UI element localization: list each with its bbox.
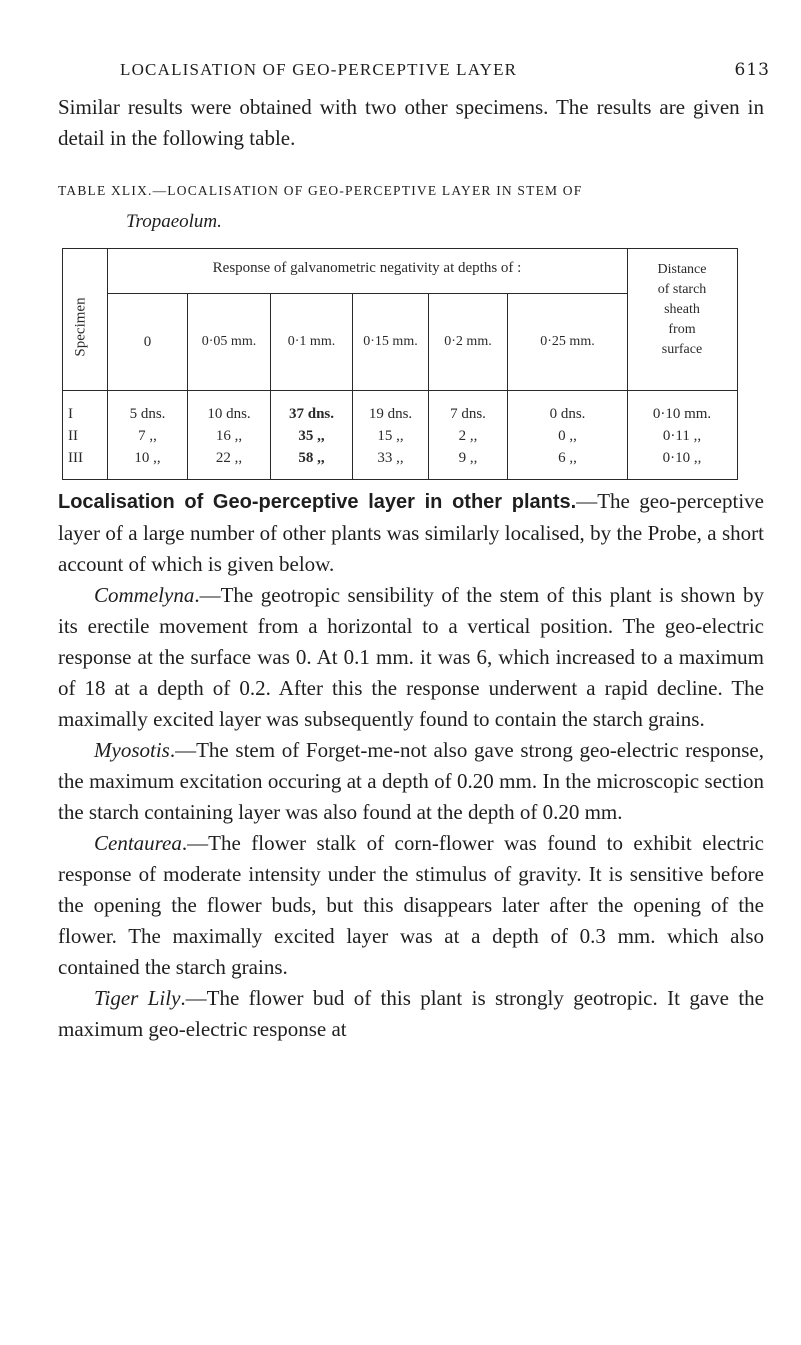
- distance-header-line: Distance: [657, 262, 707, 277]
- value-cell: 16 ,,: [215, 428, 243, 444]
- value-cell: 37 dns.: [288, 406, 335, 422]
- value-cell: 5 dns.: [129, 406, 166, 422]
- centaurea-paragraph: Centaurea.—The flower stalk of corn-flower was found to exhibit electric response of moderate intensity under the stimulus of gravity. It is sensitive before the opening the flower buds, but this disappears later after the opening of the flower. The maximally excited layer was at a depth of 0.3 mm. which also contained the starch grains.: [58, 831, 764, 979]
- value-cell: 10 dns.: [207, 406, 251, 422]
- intro-paragraph: Similar results were obtained with two other specimens. The results are given in detail in the following table.: [58, 95, 764, 150]
- value-cell: 7 dns.: [450, 406, 486, 422]
- table-col-rule: [107, 248, 108, 480]
- paragraph-text: The stem of Forget-me-not also gave strong geo-electric response, the maximum excitation occuring at a depth of 0.20 mm. In the microscopic section the starch containing layer was also found at the depth of 0.20 mm.: [58, 738, 764, 824]
- section-heading-text: The geo-perceptive layer of a large number of other plants was similarly localised, by the Probe, a short account of which is given below.: [58, 489, 764, 576]
- running-head: [120, 60, 770, 86]
- plant-name: Centaurea: [94, 831, 182, 855]
- value-cell: 10 ,,: [134, 450, 161, 466]
- tiger-lily-paragraph: Tiger Lily.—The flower bud of this plant is strongly geotropic. It gave the maximum geo-electric response at: [58, 986, 764, 1041]
- value-cell: 15 ,,: [377, 428, 404, 444]
- table-left-rule: [62, 248, 63, 480]
- data-table: [62, 248, 738, 480]
- group-header: Response of galvanometric negativity at depths of :: [212, 260, 522, 276]
- table-bottom-rule: [62, 479, 738, 480]
- distance-header-line: sheath: [664, 302, 700, 317]
- table-header-rule: [62, 390, 738, 391]
- plant-name: Myosotis: [94, 738, 170, 762]
- value-cell: 7 ,,: [138, 428, 157, 444]
- depth-header: 0·15 mm.: [363, 334, 418, 349]
- table-group-rule: [107, 293, 627, 294]
- plant-name: Tiger Lily: [94, 986, 181, 1010]
- paragraph-text: The geotropic sensibility of the stem of this plant is shown by its erectile movement from a horizontal to a vertical position. The geo-electric response at the surface was 0. At 0.1 mm. it was 6, which increased to a maximum of 18 at a depth of 0.2. After this the response underwent a rapid decline. The maximally excited layer was subsequently found to contain the starch grains.: [58, 583, 764, 731]
- plant-name: Commelyna: [94, 583, 195, 607]
- specimen-header-text: Specimen: [72, 297, 89, 357]
- distance-cell: 0·10 ,,: [662, 450, 702, 466]
- specimen-cell: III: [68, 450, 83, 466]
- depth-header: 0·25 mm.: [540, 334, 595, 349]
- value-cell: 6 ,,: [558, 450, 577, 466]
- value-cell: 19 dns.: [368, 406, 413, 422]
- distance-header-line: surface: [661, 342, 703, 357]
- value-cell: 33 ,,: [377, 450, 404, 466]
- section-heading: Localisation of Geo-perceptive layer in other plants.: [58, 491, 577, 513]
- body-text: [58, 486, 764, 1045]
- depth-header: 0·05 mm.: [201, 334, 257, 349]
- depth-header: 0·1 mm.: [287, 334, 336, 349]
- value-cell: 58 ,,: [298, 450, 325, 466]
- commelyna-paragraph: Commelyna.—The geotropic sensibility of the stem of this plant is shown by its erectile movement from a horizontal to a vertical position. The geo-electric response at the surface was 0. At 0.1 mm. it was 6, which increased to a maximum of 18 at a depth of 0.2. After this the response underwent a rapid decline. The maximally excited layer was subsequently found to contain the starch grains.: [58, 583, 764, 731]
- specimen-cell: I: [68, 406, 73, 422]
- depth-header: 0·2 mm.: [444, 334, 492, 349]
- distance-header-line: of starch: [657, 282, 707, 297]
- paragraph-text: The flower bud of this plant is strongly geotropic. It gave the maximum geo-electric response at: [58, 986, 764, 1041]
- page-number: 613: [734, 60, 770, 80]
- value-cell: 0 dns.: [549, 406, 586, 422]
- table-top-rule: [62, 248, 738, 249]
- distance-cell: 0·11 ,,: [662, 428, 702, 444]
- specimen-header: [66, 268, 96, 386]
- value-cell: 0 ,,: [558, 428, 577, 444]
- distance-cell: 0·10 mm.: [652, 406, 712, 422]
- value-cell: 35 ,,: [298, 428, 325, 444]
- depth-header: 0: [143, 334, 152, 350]
- value-cell: 2 ,,: [458, 428, 478, 444]
- table-right-rule: [737, 248, 738, 480]
- section-paragraph: Localisation of Geo-perceptive layer in other plants.—The geo-perceptive layer of a large number of other plants was similarly localised, by the Probe, a short account of which is given below.: [58, 489, 764, 576]
- distance-header-line: from: [668, 322, 696, 337]
- table-subcaption: Tropaeolum.: [126, 211, 222, 232]
- myosotis-paragraph: Myosotis.—The stem of Forget-me-not also gave strong geo-electric response, the maximum excitation occuring at a depth of 0.20 mm. In the microscopic section the starch containing layer was also found at the depth of 0.20 mm.: [58, 738, 764, 824]
- specimen-cell: II: [68, 428, 78, 444]
- table-caption: TABLE XLIX.—LOCALISATION OF GEO-PERCEPTIVE LAYER IN STEM OF: [58, 183, 583, 198]
- value-cell: 22 ,,: [215, 450, 243, 466]
- running-title: LOCALISATION OF GEO-PERCEPTIVE LAYER: [120, 60, 518, 79]
- paragraph-text: The flower stalk of corn-flower was found to exhibit electric response of moderate intensity under the stimulus of gravity. It is sensitive before the opening the flower buds, but this disappears later after the opening of the flower. The maximally excited layer was at a depth of 0.3 mm. which also contained the starch grains.: [58, 831, 764, 979]
- value-cell: 9 ,,: [458, 450, 478, 466]
- distance-header: [628, 260, 736, 360]
